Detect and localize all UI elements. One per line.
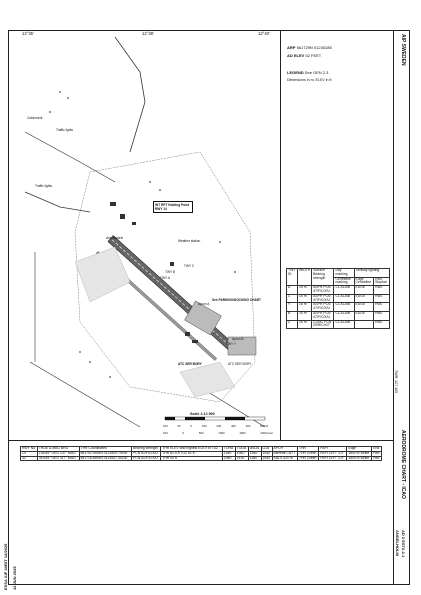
table-row: [21, 456, 382, 461]
rwy-header: THR ELEV and highest ELEV of TDZ: [161, 447, 223, 452]
dimensions-note: Dimensions in m, ELEV in ft: [287, 78, 332, 82]
rwy-header: RWY No: [21, 447, 38, 452]
parking-chart-label: See PARKING/DOCKING CHART: [212, 298, 261, 302]
twy-y-label: TWY Y: [226, 342, 236, 346]
table-cell: 561718.6694N 0123547.3413E: [79, 456, 131, 461]
table-cell: CL AL/AB: [334, 320, 354, 329]
legend-label: LEGEND: [287, 70, 304, 75]
effective-date: 12 JUN 2025: [12, 566, 17, 590]
table-cell: ASPH PCN 47/F/C/X/U: [312, 311, 334, 320]
rwy-header: ASDA: [248, 447, 261, 452]
table-cell: ASPH PCN 47/F/C/X/U: [312, 294, 334, 303]
scale-ticks-m: [163, 424, 268, 428]
table-cell: 1940: [235, 451, 248, 456]
table-cell: EDGE: [354, 303, 374, 312]
rwy-header: TODA: [235, 447, 248, 452]
table-cell: 32: [21, 456, 38, 461]
scale-tick: 1500: [239, 431, 246, 435]
table-cell: CL AL/AB: [334, 294, 354, 303]
scale-tick: 100: [163, 424, 168, 428]
amdt-ref: ESSA AIP AMDT 12/2025: [3, 543, 8, 590]
table-cell: 14: [21, 451, 38, 456]
top-center-ref: 12°38': [142, 31, 154, 36]
table-cell: 315.89° GEO 317° MAG: [37, 456, 79, 461]
apron-b-label: Apron B: [232, 337, 244, 341]
apron-a-label: Apron A: [198, 302, 210, 306]
rwy-header: THR Coordinates: [79, 447, 131, 452]
twy-c-label: TWY C: [184, 264, 195, 268]
scale-ticks-ft: [163, 431, 273, 435]
table-cell: ASPH PCN 47/F/C/X/U: [312, 286, 334, 295]
scale-tick: 300: [231, 424, 236, 428]
arp-line: [287, 45, 332, 50]
legend-line: [287, 70, 328, 75]
scale-tick: 500 M: [260, 424, 268, 428]
rwy-header: THR: [298, 447, 319, 452]
holding-point-label: INT RPT Holding Point RWY 14: [153, 201, 193, 213]
twy-group-day: Day marking: [334, 269, 354, 278]
table-cell: 1800 m White: [347, 451, 372, 456]
table-cell: 15 m: [298, 320, 312, 329]
scale-tick: 0: [182, 431, 185, 435]
rwy-header: End: [372, 447, 382, 452]
table-cell: 15 m: [298, 311, 312, 320]
table-cell: CL AL/AB: [334, 303, 354, 312]
rwy-header: TRUE & MAG BRG: [37, 447, 79, 452]
table-cell: CONC PCN 20/R/C/X/T: [312, 320, 334, 329]
scale-tick: 1000: [218, 431, 225, 435]
table-cell: EDGE: [354, 286, 374, 295]
twy-header-surface: Surface Bearing strength: [312, 269, 334, 286]
top-title: AIP SWEDEN: [400, 34, 406, 66]
table-cell: CL AL/AB: [334, 286, 354, 295]
table-cell: 1940: [262, 455, 271, 460]
table-cell: CL AL/AB: [334, 311, 354, 320]
table-cell: 1940: [262, 450, 271, 455]
table-cell: B: [287, 311, 298, 320]
rwy-header: TORA: [222, 447, 235, 452]
table-cell: RWL: [374, 294, 390, 303]
table-cell: 15 m: [298, 286, 312, 295]
scale-tick: 500: [198, 431, 204, 435]
twy-group-lighting: Taxiway lighting: [354, 269, 389, 278]
table-cell: 15 m: [298, 294, 312, 303]
scale-tick: 100: [163, 431, 168, 435]
table-cell: Red: [372, 451, 382, 456]
table-cell: Y: [287, 303, 298, 312]
rwy-header: PAPI: [319, 447, 347, 452]
elev-label: AD ELEV: [287, 53, 305, 58]
table-cell: SALS 420 m: [272, 456, 297, 461]
table-cell: [354, 320, 374, 329]
atc-label-2: ATC SER BORY: [228, 362, 252, 366]
twy-b-label: TWY B: [165, 270, 176, 274]
scale-tick: 2000 Feet: [260, 431, 273, 435]
table-cell: Red: [372, 456, 382, 461]
table-cell: RWL: [374, 303, 390, 312]
elev-value: 62 FEET: [305, 53, 322, 58]
chart-title: AERODROME CHART - ICAO: [400, 430, 406, 499]
arp-value: 561729N 0123518E: [296, 45, 333, 50]
rwy-header: Bearing strength: [132, 447, 161, 452]
table-cell: PCN 61/F/C/X/U: [132, 451, 161, 456]
table-cell: PCN 61/F/C/X/U: [132, 456, 161, 461]
scale-tick: 50: [177, 424, 181, 428]
twy-a-label: TWY A: [160, 276, 170, 280]
twy-header-cl: Centreline marking: [334, 277, 354, 286]
top-left-ref: 12°35': [22, 31, 34, 36]
table-cell: PAPI LEFT 3.0°: [319, 451, 347, 456]
twy-header-width: WIDTH: [298, 269, 312, 286]
table-cell: 1940: [248, 456, 261, 461]
table-cell: 1940: [248, 451, 261, 456]
table-cell: EDGE: [354, 294, 374, 303]
table-row: [287, 320, 390, 329]
twy-header-rwl: RWL Stopbar: [374, 277, 390, 286]
aeromodels-label: Aeromodels: [106, 236, 124, 240]
taxiway-table: [286, 268, 390, 329]
table-cell: 2130: [235, 456, 248, 461]
scale-tick: 400: [245, 424, 251, 428]
table-cell: THR 53 ft: [161, 456, 223, 461]
rwy-header: APCH: [272, 447, 297, 452]
table-cell: 15 m: [298, 303, 312, 312]
table-cell: THR Green: [298, 451, 319, 456]
traffic-lights-1-label: Traffic lights: [56, 128, 74, 132]
rwy-header: Edge: [347, 447, 372, 452]
scale-tick: 100: [201, 424, 207, 428]
table-cell: Z: [287, 320, 298, 329]
top-right-ref: 12°40': [258, 31, 270, 36]
scale-tick: 0: [190, 424, 193, 428]
traffic-lights-2-label: Traffic lights: [35, 184, 53, 188]
table-cell: 1940: [222, 456, 235, 461]
legend-value: See GEN 2.3: [304, 70, 329, 75]
table-cell: PAPI LEFT 3.0°: [319, 456, 347, 461]
table-cell: A: [287, 286, 298, 295]
twy-header-id: TWY ID: [287, 269, 298, 286]
table-cell: THR Green: [298, 456, 319, 461]
twr-frequency: TWR: 127.105: [394, 370, 398, 394]
chart-ref: AD 2 ESTA 2-1: [401, 530, 406, 558]
table-cell: C: [287, 294, 298, 303]
table-cell: ASPH PCN 47/F/C/X/U: [312, 303, 334, 312]
table-cell: 135.89° GEO 137° MAG: [37, 451, 79, 456]
table-cell: 561751.9934N 0123409.7919E: [79, 451, 131, 456]
chart-name: ANGELHOLM: [395, 530, 400, 556]
table-row: [287, 311, 390, 320]
twy-header-edge: Edge Centreline: [354, 277, 374, 286]
table-cell: 1940: [222, 451, 235, 456]
table-row: [287, 286, 390, 295]
scale-label: Scale 1:12 500: [190, 412, 215, 416]
aerodrome-map: [20, 32, 270, 432]
scale-tick: 200: [216, 424, 222, 428]
table-cell: 1800 m White: [347, 456, 372, 461]
table-cell: EDGE: [354, 311, 374, 320]
weather-station-label: Weather station: [178, 239, 201, 243]
atc-label: ATC SER BORY: [178, 362, 202, 366]
table-cell: RWL: [374, 311, 390, 320]
table-cell: RWL: [374, 320, 390, 329]
table-cell: Barrette CAT I: [272, 451, 297, 456]
table-cell: RWL: [374, 286, 390, 295]
catchment-label: Catchment: [27, 116, 43, 120]
runway-table: [20, 446, 382, 461]
elev-line: [287, 53, 321, 58]
arp-label: ARP: [287, 45, 296, 50]
table-cell: THR 61.4 ft TDZ 61 ft: [161, 451, 223, 456]
rwy-header: LDA: [261, 447, 272, 452]
